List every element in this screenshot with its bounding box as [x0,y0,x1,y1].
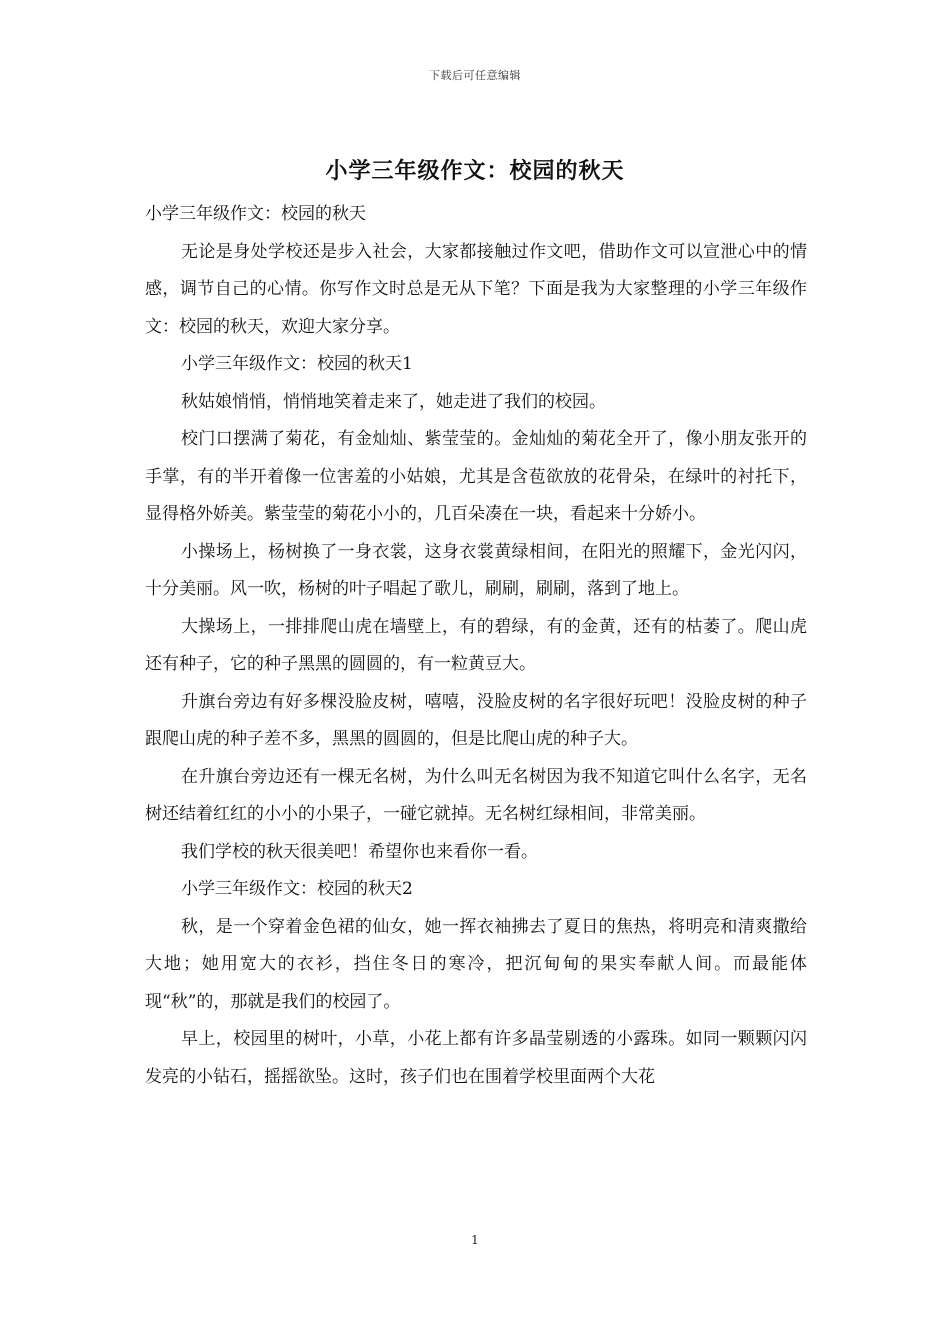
paragraph: 秋，是一个穿着金色裙的仙女，她一挥衣袖拂去了夏日的焦热，将明亮和清爽撒给大地；她用宽大的衣衫，挡住冬日的寒冷，把沉甸甸的果实奉献人间。而最能体现“秋”的，那就是我们的校园了。 [145,916,807,1012]
document-body [145,196,807,1096]
paragraph: 校门口摆满了菊花，有金灿灿、紫莹莹的。金灿灿的菊花全开了，像小朋友张开的手掌，有的半开着像一位害羞的小姑娘，尤其是含苞欲放的花骨朵，在绿叶的衬托下，显得格外娇美。紫莹莹的菊花小小的，几百朵凑在一块，看起来十分娇小。 [145,429,807,524]
paragraph: 早上，校园里的树叶，小草，小花上都有许多晶莹剔透的小露珠。如同一颗颗闪闪发亮的小钻石，摇摇欲坠。这时，孩子们也在围着学校里面两个大花 [145,1029,807,1087]
paragraph: 秋姑娘悄悄，悄悄地笑着走来了，她走进了我们的校园。 [181,391,606,412]
section-heading-1: 小学三年级作文：校园的秋天1 [181,354,413,374]
page-header-note: 下载后可任意编辑 [429,69,521,82]
paragraph: 升旗台旁边有好多棵没脸皮树，嘻嘻，没脸皮树的名字很好玩吧！没脸皮树的种子跟爬山虎的种子差不多，黑黑的圆圆的，但是比爬山虎的种子大。 [145,691,807,749]
paragraph: 在升旗台旁边还有一棵无名树，为什么叫无名树因为我不知道它叫什么名字，无名树还结着红红的小小的小果子，一碰它就掉。无名树红绿相间，非常美丽。 [145,766,807,824]
paragraph: 大操场上，一排排爬山虎在墙壁上，有的碧绿，有的金黄，还有的枯萎了。爬山虎还有种子，它的种子黑黑的圆圆的，有一粒黄豆大。 [145,616,807,674]
paragraph-intro: 无论是身处学校还是步入社会，大家都接触过作文吧，借助作文可以宣泄心中的情感，调节自己的心情。你写作文时总是无从下笔？下面是我为大家整理的小学三年级作文：校园的秋天，欢迎大家分享。 [145,241,807,337]
section-heading-2: 小学三年级作文：校园的秋天2 [181,879,413,899]
paragraph: 我们学校的秋天很美吧！希望你也来看你一看。 [181,841,538,862]
page-number: 1 [471,1233,479,1247]
document-title: 小学三年级作文：校园的秋天 [325,158,625,184]
paragraph: 小操场上，杨树换了一身衣裳，这身衣裳黄绿相间，在阳光的照耀下，金光闪闪，十分美丽。风一吹，杨树的叶子唱起了歌儿，刷刷，刷刷，落到了地上。 [145,541,807,599]
paragraph-subtitle: 小学三年级作文：校园的秋天 [145,204,366,224]
